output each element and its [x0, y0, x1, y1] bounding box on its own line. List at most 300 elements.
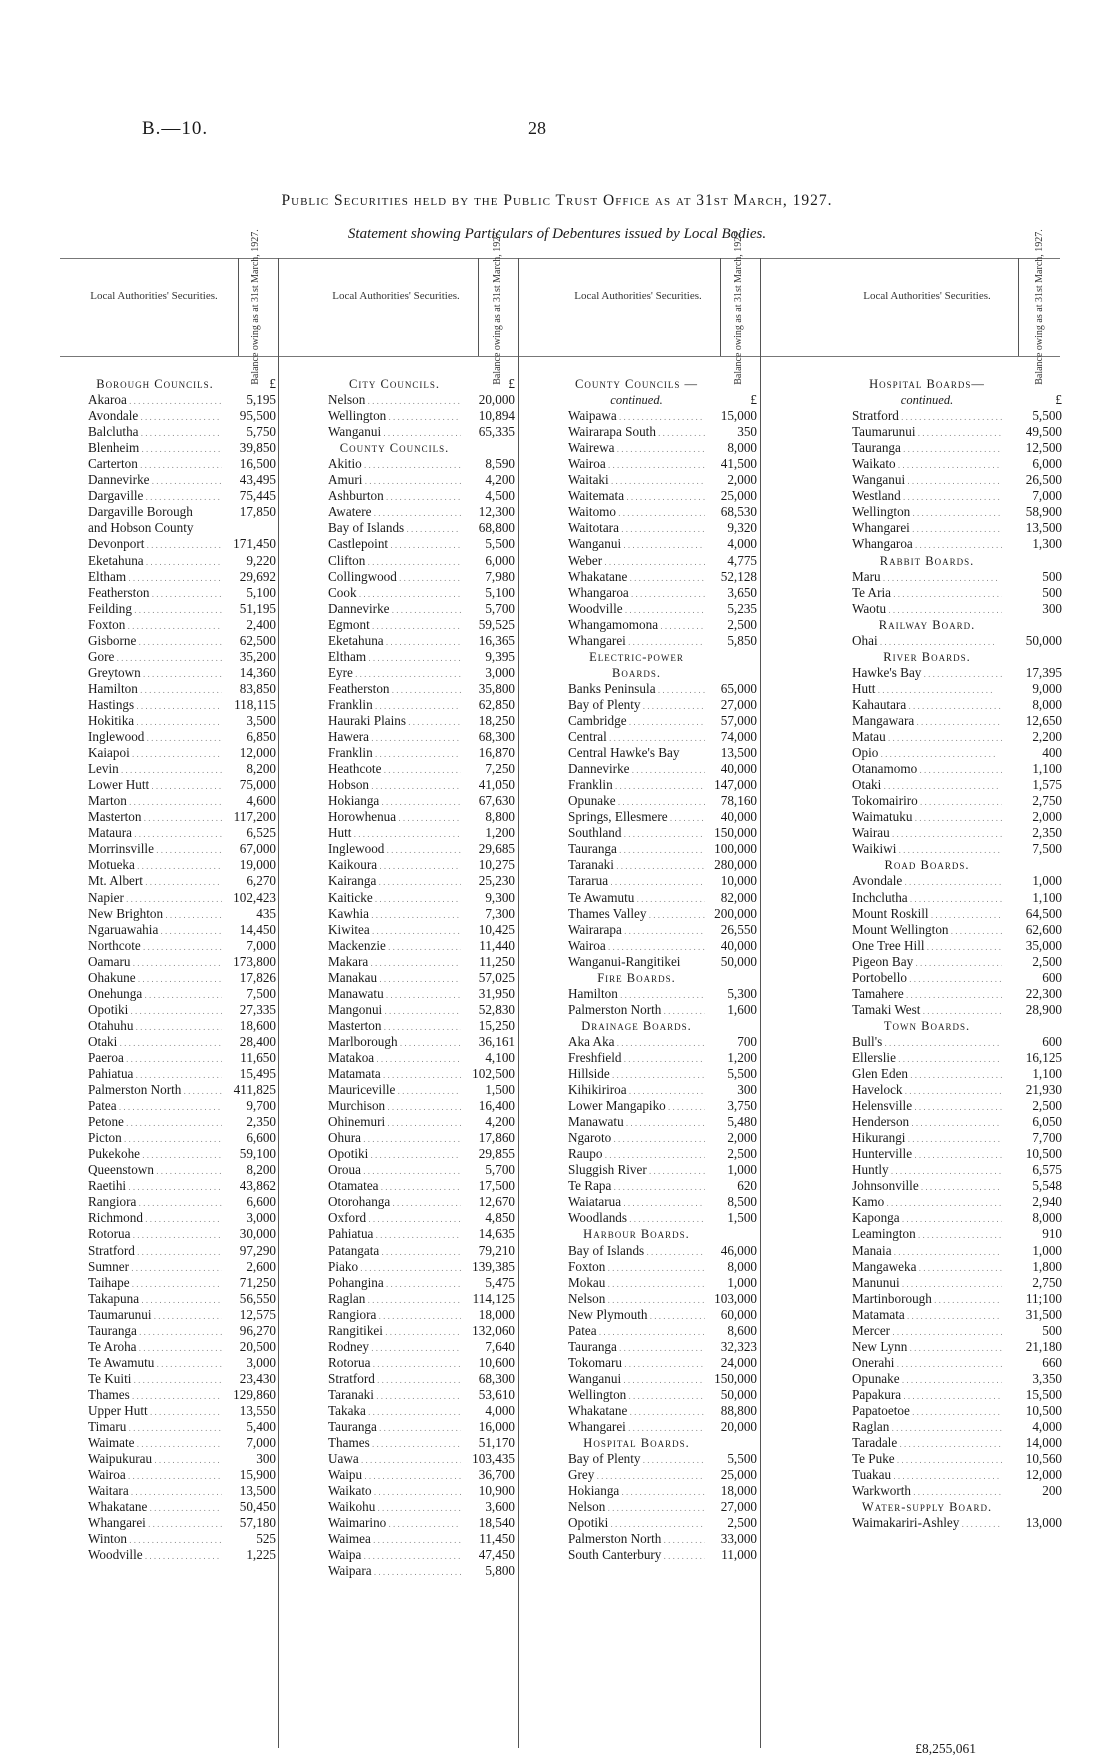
table-row [568, 1098, 757, 1114]
table-row [568, 1034, 757, 1050]
authority-name: Franklin . . [328, 697, 461, 713]
table-column [88, 376, 276, 1563]
balance-owing: 96,270 [239, 1322, 276, 1338]
table-row [568, 1499, 757, 1515]
authority-name: Waotu . . [852, 601, 1002, 617]
authority-name: Waikohu . . [328, 1499, 461, 1515]
authority-name: Stratford . . [852, 408, 1002, 424]
balance-owing: 5,400 [246, 1419, 276, 1435]
table-row [328, 793, 515, 809]
authority-name: New Lynn . . [852, 1339, 1002, 1355]
table-row [88, 1291, 276, 1307]
balance-owing: 74,000 [720, 729, 757, 745]
authority-name: Westland . . [852, 488, 1002, 504]
authority-name: Mount Wellington . . [852, 922, 1002, 938]
table-row [568, 922, 757, 938]
section-heading [568, 376, 757, 392]
balance-owing: 18,250 [478, 712, 515, 728]
authority-name: Mackenzie . . [328, 938, 461, 954]
table-row [88, 954, 276, 970]
table-row [852, 1483, 1062, 1499]
balance-owing: 28,900 [1025, 1001, 1062, 1017]
authority-name: Raetihi . . [88, 1178, 222, 1194]
balance-owing: 12,000 [239, 745, 276, 761]
table-row [328, 986, 515, 1002]
authority-name: Hawera . . [328, 729, 461, 745]
table-row [88, 1178, 276, 1194]
balance-owing [1002, 649, 1062, 665]
balance-owing: 6,575 [1032, 1162, 1062, 1178]
table-row [852, 536, 1062, 552]
table-row [88, 440, 276, 456]
authority-name: Otaki . . [852, 777, 1002, 793]
authority-name: Wellington . . [328, 408, 461, 424]
authority-name: Inglewood . . [328, 841, 461, 857]
table-row [852, 777, 1062, 793]
balance-owing: 5,500 [485, 536, 515, 552]
authority-name: Collingwood . . [328, 569, 461, 585]
authority-name: Patea . . [568, 1323, 705, 1339]
balance-owing: 5,700 [485, 600, 515, 616]
balance-owing: 28,400 [239, 1033, 276, 1049]
balance-owing: 600 [1042, 1033, 1062, 1049]
balance-owing: 65,000 [720, 680, 757, 696]
table-row [328, 761, 515, 777]
table-row [568, 857, 757, 873]
table-row [88, 392, 276, 408]
authority-name: Stratford . . [88, 1243, 222, 1259]
table-row [88, 986, 276, 1002]
table-row [568, 745, 757, 761]
balance-owing: 23,430 [239, 1370, 276, 1386]
balance-owing: 1,200 [727, 1049, 757, 1065]
balance-owing: 11;100 [1025, 1290, 1062, 1306]
authority-name: Waitara . . [88, 1483, 222, 1499]
authority-name: Eltham . . [88, 569, 222, 585]
authority-name: Henderson . . [852, 1114, 1002, 1130]
column-header-balance [488, 229, 508, 385]
balance-owing: 5,500 [1032, 408, 1062, 424]
balance-owing: 435 [256, 905, 276, 921]
table-row [328, 1435, 515, 1451]
balance-owing: 7,000 [246, 1435, 276, 1451]
authority-name: Oroua . . [328, 1162, 461, 1178]
authority-name: Nelson . . [568, 1291, 705, 1307]
authority-name: Opunake . . [852, 1371, 1002, 1387]
table-row [852, 841, 1062, 857]
table-row [328, 408, 515, 424]
page-subtitle: Statement showing Particulars of Debentures issued by Local Bodies. [347, 226, 767, 242]
authority-name: Huntly . . [852, 1162, 1002, 1178]
balance-owing [705, 649, 757, 665]
authority-name: South Canterbury . . [568, 1547, 705, 1563]
balance-owing: 22,300 [1025, 985, 1062, 1001]
balance-owing: 7,980 [485, 568, 515, 584]
balance-owing: 10,500 [1025, 1403, 1062, 1418]
authority-name: Motueka . . [88, 857, 222, 873]
authority-name: Nelson . . [568, 1499, 705, 1515]
table-row [88, 809, 276, 825]
section-heading [568, 1435, 757, 1451]
authority-name: One Tree Hill . . [852, 938, 1002, 954]
authority-name: Ohinemuri . . [328, 1114, 461, 1130]
authority-name: Ngaroto . . [568, 1130, 705, 1146]
authority-name: Springs, Ellesmere . . [568, 809, 705, 825]
authority-name: Manaia . . [852, 1243, 1002, 1259]
authority-name: Tararua . . [568, 873, 705, 889]
balance-owing: 20,500 [239, 1338, 276, 1354]
authority-name: Tuakau . . [852, 1467, 1002, 1483]
table-row [568, 825, 757, 841]
table-row [568, 1243, 757, 1259]
authority-name: Hobson . . [328, 777, 461, 793]
table-row [568, 954, 757, 970]
authority-name: Central . . [568, 729, 705, 745]
table-row [88, 1387, 276, 1403]
balance-owing: 350 [737, 424, 757, 440]
table-row [568, 1130, 757, 1146]
balance-owing: 46,000 [720, 1242, 757, 1258]
balance-owing: 39,850 [239, 440, 276, 456]
authority-name: Bay of Plenty . . [568, 697, 705, 713]
balance-owing: 3,350 [1032, 1370, 1062, 1386]
authority-name: Hospital Boards— [869, 377, 985, 391]
table-row [328, 777, 515, 793]
authority-name: Te Aroha . . [88, 1339, 222, 1355]
balance-owing: 10,500 [1025, 1146, 1062, 1162]
balance-owing: 1,200 [485, 825, 515, 841]
table-row [88, 1114, 276, 1130]
authority-name: Road Boards. [884, 858, 970, 873]
authority-name: Inglewood . . [88, 729, 222, 745]
balance-owing: 8,200 [246, 761, 276, 777]
balance-owing: 600 [1042, 969, 1062, 985]
authority-name: Matau . . [852, 729, 1002, 745]
authority-name: Tokomairiro . . [852, 793, 1002, 809]
table-row [568, 697, 757, 713]
balance-owing: 25,000 [720, 1467, 757, 1483]
authority-name: Wairoa . . [568, 456, 705, 472]
balance-owing: 500 [1042, 568, 1062, 584]
table-row [852, 1243, 1062, 1259]
balance-owing: 7,500 [1032, 841, 1062, 857]
table-row [852, 424, 1062, 440]
table-row [852, 1259, 1062, 1275]
balance-owing: 150,000 [714, 825, 757, 841]
table-row [568, 777, 757, 793]
authority-name: Dannevirke . . [328, 601, 461, 617]
authority-name: Waimate . . [88, 1435, 222, 1451]
authority-name: continued. [610, 393, 663, 408]
authority-name: Wairoa . . [568, 938, 705, 954]
table-row [568, 1355, 757, 1371]
authority-name: Hutt . . [852, 681, 1002, 697]
balance-owing: 13,500 [720, 745, 757, 761]
balance-owing: 910 [1042, 1226, 1062, 1242]
table-row [568, 1403, 757, 1419]
balance-owing: 6,000 [1032, 456, 1062, 472]
table-row [328, 504, 515, 520]
authority-name: Warkworth . . [852, 1483, 1002, 1499]
column-header-balance [729, 229, 749, 385]
balance-owing: 14,450 [239, 921, 276, 937]
column-divider [478, 258, 479, 356]
table-row [568, 1339, 757, 1355]
authority-name: Palmerston North . . [568, 1531, 705, 1547]
balance-owing: 8,000 [727, 1258, 757, 1274]
table-row [852, 1146, 1062, 1162]
table-row [852, 697, 1062, 713]
balance-owing: 12,670 [478, 1194, 515, 1210]
authority-name: Glen Eden . . [852, 1066, 1002, 1082]
table-row [568, 1419, 757, 1435]
table-row [88, 873, 276, 889]
authority-name: Awatere . . [328, 504, 461, 520]
authority-name: Fire Boards. [597, 970, 676, 985]
column-divider [760, 258, 761, 1748]
table-row [328, 1114, 515, 1130]
balance-owing: 20,000 [720, 1419, 757, 1435]
balance-owing: 52,128 [720, 568, 757, 584]
table-row [568, 553, 757, 569]
balance-owing: 5,480 [727, 1114, 757, 1130]
balance-owing: 57,000 [720, 712, 757, 728]
table-row [328, 1307, 515, 1323]
balance-owing: 36,700 [478, 1467, 515, 1483]
authority-name: Pahiatua . . [328, 1226, 461, 1242]
authority-name: Rangitikei . . [328, 1323, 461, 1339]
table-row [328, 1499, 515, 1515]
table-row [88, 1547, 276, 1563]
authority-name: Waitemata . . [568, 488, 705, 504]
authority-name: Otaki . . [88, 1034, 222, 1050]
authority-name: Kairanga . . [328, 873, 461, 889]
balance-owing: 500 [1042, 1322, 1062, 1338]
authority-name: Waipu . . [328, 1467, 461, 1483]
balance-owing: 13,550 [239, 1403, 276, 1418]
table-row [328, 745, 515, 761]
authority-name: Akaroa . . [88, 392, 222, 408]
balance-owing: 200,000 [714, 905, 757, 921]
balance-owing [1002, 857, 1062, 873]
table-row [88, 424, 276, 440]
table-row [88, 1243, 276, 1259]
balance-owing: 9,000 [1032, 680, 1062, 696]
balance-owing: 49,500 [1025, 424, 1062, 440]
balance-owing: 4,600 [246, 793, 276, 809]
balance-owing: 525 [256, 1531, 276, 1547]
balance-owing: 3,650 [727, 584, 757, 600]
authority-name: Sumner . . [88, 1259, 222, 1275]
balance-owing: 68,300 [478, 1370, 515, 1386]
authority-name: Oxford . . [328, 1210, 461, 1226]
column-header-balance [1030, 229, 1050, 385]
table-row [328, 1483, 515, 1499]
balance-owing: 6,050 [1032, 1114, 1062, 1130]
column-divider [238, 258, 239, 356]
authority-name: Kamo . . [852, 1194, 1002, 1210]
authority-name: Picton . . [88, 1130, 222, 1146]
table-row [328, 456, 515, 472]
balance-owing: 7,300 [485, 905, 515, 921]
table-row [328, 1243, 515, 1259]
table-row [852, 1210, 1062, 1226]
authority-name: Winton . . [88, 1531, 222, 1547]
table-row [852, 681, 1062, 697]
table-row [852, 1082, 1062, 1098]
table-row [852, 1307, 1062, 1323]
authority-name: Eketahuna . . [328, 633, 461, 649]
balance-owing: 6,000 [485, 552, 515, 568]
balance-owing: 2,500 [727, 1146, 757, 1162]
balance-owing: 150,000 [714, 1370, 757, 1386]
authority-name: Levin . . [88, 761, 222, 777]
table-row [88, 1050, 276, 1066]
balance-owing: 1,000 [727, 1162, 757, 1178]
authority-name: Grey . . [568, 1467, 705, 1483]
authority-name: Hauraki Plains . . [328, 713, 461, 729]
balance-owing: 8,590 [485, 456, 515, 472]
table-row [328, 970, 515, 986]
balance-owing: 8,500 [727, 1194, 757, 1210]
balance-owing: 16,400 [478, 1098, 515, 1114]
balance-owing: 102,500 [472, 1066, 515, 1082]
authority-name: Thames . . [88, 1387, 222, 1403]
table-row [88, 922, 276, 938]
authority-name: Blenheim . . [88, 440, 222, 456]
balance-owing: 12,575 [239, 1306, 276, 1322]
table-row [852, 1226, 1062, 1242]
balance-owing: 118,115 [234, 696, 276, 712]
authority-name: Northcote . . [88, 938, 222, 954]
authority-name: Palmerston North . . [88, 1082, 222, 1098]
balance-owing: 5,475 [485, 1274, 515, 1290]
authority-name: Te Rapa . . [568, 1178, 705, 1194]
balance-owing: £ [269, 376, 276, 391]
authority-name: Tamahere . . [852, 986, 1002, 1002]
balance-owing: 15,000 [720, 408, 757, 424]
table-row [568, 504, 757, 520]
authority-name: Waikato . . [852, 456, 1002, 472]
authority-name: Takapuna . . [88, 1291, 222, 1307]
table-row [328, 1467, 515, 1483]
balance-owing: 60,000 [720, 1306, 757, 1322]
authority-name: Manunui . . [852, 1275, 1002, 1291]
authority-name: Woodville . . [88, 1547, 222, 1563]
balance-owing: 4,000 [727, 536, 757, 552]
balance-owing [705, 1435, 757, 1451]
authority-name: Rotorua . . [328, 1355, 461, 1371]
table-row [852, 569, 1062, 585]
authority-name: Whangaroa . . [852, 536, 1002, 552]
authority-name: Wanganui . . [328, 424, 461, 440]
table-row [568, 1483, 757, 1499]
balance-owing: 1,000 [1032, 873, 1062, 889]
authority-name: Mangawara . . [852, 713, 1002, 729]
authority-name: Mangonui . . [328, 1002, 461, 1018]
authority-name: Hokitika . . [88, 713, 222, 729]
authority-name: Cambridge . . [568, 713, 705, 729]
authority-name: Banks Peninsula . . [568, 681, 705, 697]
column-divider [278, 258, 279, 1748]
balance-owing: 3,000 [246, 1210, 276, 1226]
authority-name: Woodville . . [568, 601, 705, 617]
authority-name: Manawatu . . [568, 1114, 705, 1130]
table-row [852, 954, 1062, 970]
authority-name: Matamata . . [852, 1307, 1002, 1323]
balance-owing: 7,000 [1032, 488, 1062, 504]
balance-owing: 13,500 [239, 1483, 276, 1499]
authority-name: Leamington . . [852, 1226, 1002, 1242]
table-row [88, 729, 276, 745]
authority-name: Waipukurau . . [88, 1451, 222, 1467]
table-row [568, 520, 757, 536]
table-row [328, 1130, 515, 1146]
balance-owing: 3,000 [485, 664, 515, 680]
authority-name: Pahiatua . . [88, 1066, 222, 1082]
balance-owing: 21,180 [1025, 1338, 1062, 1354]
authority-name: Greytown . . [88, 665, 222, 681]
authority-name: Maru . . [852, 569, 1002, 585]
balance-owing: 1,100 [1032, 889, 1062, 905]
balance-owing: 71,250 [239, 1274, 276, 1290]
balance-owing: 16,000 [478, 1419, 515, 1435]
authority-name: Marlborough . . [328, 1034, 461, 1050]
section-heading [568, 665, 757, 681]
balance-owing: 5,235 [727, 600, 757, 616]
table-row [568, 1259, 757, 1275]
table-row [88, 553, 276, 569]
authority-name: Lower Hutt . . [88, 777, 222, 793]
table-row [328, 1291, 515, 1307]
authority-name: Wellington . . [568, 1387, 705, 1403]
authority-name: Upper Hutt . . [88, 1403, 222, 1419]
table-row [568, 1002, 757, 1018]
authority-name: Whangarei . . [88, 1515, 222, 1531]
balance-owing: 1,575 [1032, 777, 1062, 793]
table-row [852, 938, 1062, 954]
table-row [328, 1355, 515, 1371]
table-row [852, 1451, 1062, 1467]
table-row [328, 1034, 515, 1050]
balance-owing: 103,435 [472, 1451, 515, 1467]
balance-owing: 9,220 [246, 552, 276, 568]
authority-name: Featherston . . [88, 585, 222, 601]
authority-name: Patangata . . [328, 1243, 461, 1259]
table-row [88, 1146, 276, 1162]
balance-owing: 2,350 [1032, 825, 1062, 841]
balance-owing: 8,000 [1032, 1210, 1062, 1226]
table-row [852, 504, 1062, 520]
page-code: B.—10. [142, 118, 209, 139]
table-row [852, 1403, 1062, 1419]
balance-owing [705, 376, 757, 392]
authority-name: Otahuhu . . [88, 1018, 222, 1034]
table-row [328, 1371, 515, 1387]
balance-owing: 7,250 [485, 761, 515, 777]
authority-name: Waikato . . [328, 1483, 461, 1499]
balance-owing: 9,320 [727, 520, 757, 536]
table-row [88, 617, 276, 633]
authority-name: Manakau . . [328, 970, 461, 986]
table-row [568, 841, 757, 857]
table-row [328, 1547, 515, 1563]
table-row [328, 472, 515, 488]
table-row [852, 520, 1062, 536]
balance-owing: 21,930 [1025, 1082, 1062, 1098]
balance-owing: 11,650 [240, 1049, 276, 1065]
table-row [88, 1371, 276, 1387]
